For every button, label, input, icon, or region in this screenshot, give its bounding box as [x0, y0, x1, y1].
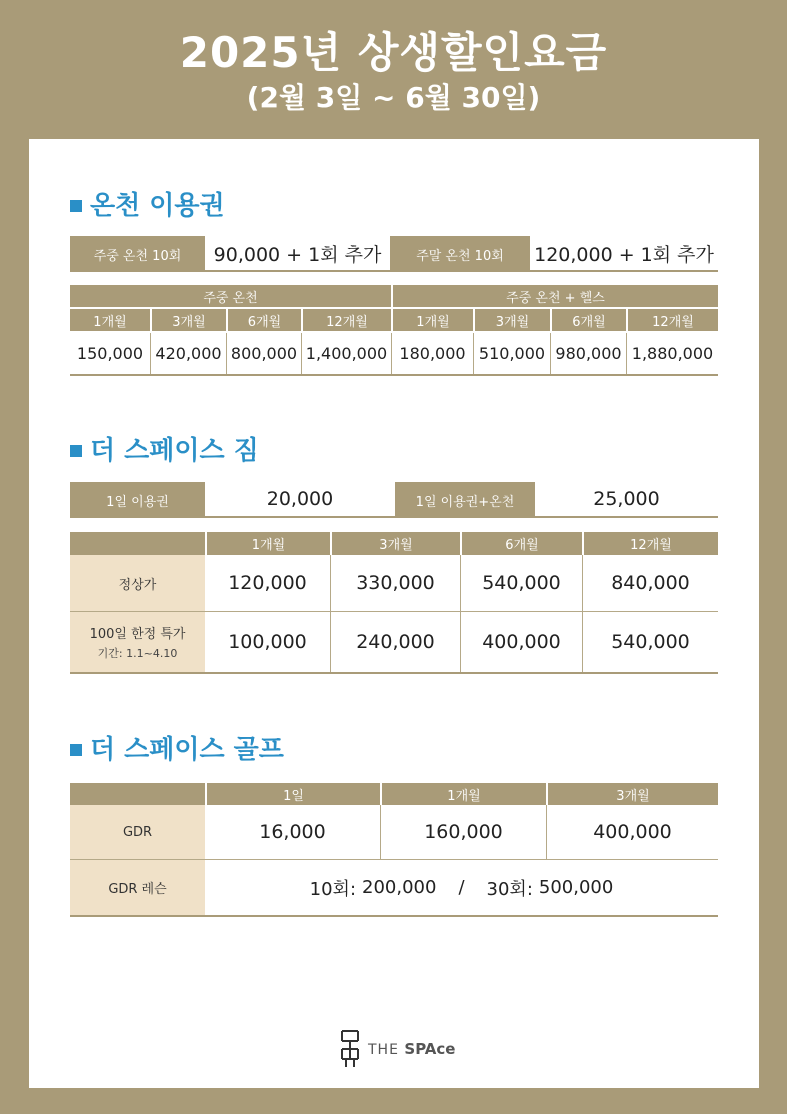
- weekday-ten-label: 주중 온천 10회: [70, 236, 205, 272]
- spa-price: 1,880,000: [626, 333, 718, 374]
- golf-lesson-row: [70, 859, 718, 917]
- golf-period: 1개월: [380, 783, 546, 805]
- lesson-10-label: 10회:: [309, 878, 357, 900]
- spa-price: 150,000: [76, 344, 144, 363]
- gym-special-period: 기간: 1.1~4.10: [97, 647, 178, 660]
- gym-special-price: 400,000: [460, 612, 582, 672]
- spa-price: 510,000: [473, 333, 550, 374]
- gym-regular-price: 540,000: [460, 555, 582, 611]
- gym-special-price: 240,000: [330, 612, 460, 672]
- page-subtitle: (2월 3일 ~ 6월 30일): [246, 81, 541, 114]
- spa-period: 12개월: [626, 309, 718, 331]
- gym-regular-price: 120,000: [228, 572, 307, 594]
- golf-section-title: 더 스페이스 골프: [70, 733, 284, 767]
- bullet-square-icon: [70, 200, 82, 212]
- brand-name: THE SPAce: [368, 1040, 456, 1058]
- spa-period: 3개월: [473, 309, 550, 331]
- gym-day-spa-label: 1일 이용권+온천: [395, 482, 535, 518]
- gym-regular-price: 840,000: [582, 555, 718, 611]
- gym-day-spa-value: 25,000: [535, 482, 718, 518]
- golf-gdr-label: GDR: [70, 805, 205, 859]
- weekend-ten-value: 120,000 + 1회 추가: [530, 236, 718, 272]
- golf-period-header-row: [70, 783, 718, 805]
- weekday-ten-value: 90,000 + 1회 추가: [205, 236, 390, 272]
- gym-period: 1개월: [205, 532, 330, 555]
- footer-logo: [340, 1029, 455, 1069]
- gym-regular-price: 330,000: [330, 555, 460, 611]
- bullet-square-icon: [70, 744, 82, 756]
- spa-section-title: 온천 이용권: [70, 189, 225, 223]
- bullet-square-icon: [70, 445, 82, 457]
- gym-special-label: 100일 한정 특가: [89, 627, 186, 642]
- spa-group-weekday-health: 주중 온천 + 헬스: [391, 285, 718, 307]
- spa-period: 1개월: [391, 309, 473, 331]
- spa-group-header-row: [70, 285, 718, 307]
- gym-day-label: 1일 이용권: [70, 482, 205, 518]
- gym-regular-label: 정상가: [70, 555, 205, 611]
- lesson-10-value: 200,000: [362, 877, 437, 898]
- golf-lesson-values: [205, 860, 718, 915]
- spa-period: 1개월: [70, 309, 150, 331]
- spa-price: 800,000: [226, 333, 301, 374]
- spa-ten-pass-row: [70, 236, 718, 272]
- gym-day-value: 20,000: [205, 482, 395, 518]
- spa-price: 180,000: [391, 333, 473, 374]
- lesson-separator: /: [458, 877, 465, 898]
- golf-period: 3개월: [546, 783, 718, 805]
- gym-period-header-row: [70, 532, 718, 555]
- lesson-30-label: 30회:: [486, 878, 533, 900]
- gym-day-pass-row: [70, 482, 718, 518]
- spa-period: 12개월: [301, 309, 391, 331]
- golf-gdr-price: 400,000: [546, 805, 718, 859]
- golf-gdr-row: [70, 805, 718, 859]
- gym-special-label-cell: [70, 612, 205, 672]
- spa-price: 1,400,000: [301, 333, 391, 374]
- spa-period: 6개월: [226, 309, 301, 331]
- golf-period: 1일: [205, 783, 380, 805]
- golf-gdr-price: 160,000: [380, 805, 546, 859]
- gym-period: 12개월: [582, 532, 718, 555]
- gym-section-title: 더 스페이스 짐: [70, 434, 259, 468]
- spa-price: 980,000: [550, 333, 626, 374]
- spa-group-weekday: 주중 온천: [70, 285, 391, 307]
- golf-gdr-price: 16,000: [259, 821, 326, 843]
- golf-header-blank: [70, 783, 205, 805]
- spa-price: 420,000: [150, 333, 226, 374]
- gym-period: 3개월: [330, 532, 460, 555]
- gym-special-row: [70, 611, 718, 674]
- gym-header-blank: [70, 532, 205, 555]
- spa-period-header-row: [70, 309, 718, 331]
- golf-lesson-label: GDR 레슨: [70, 860, 205, 915]
- gym-regular-row: [70, 555, 718, 611]
- spa-price-row: [70, 333, 718, 376]
- lesson-30-value: 500,000: [538, 877, 614, 898]
- brand-logo-icon: [340, 1029, 360, 1069]
- gym-special-price: 100,000: [228, 631, 307, 653]
- spa-period: 3개월: [150, 309, 226, 331]
- spa-period: 6개월: [550, 309, 626, 331]
- page-title: 2025년 상생할인요금: [179, 28, 608, 77]
- gym-special-price: 540,000: [582, 612, 718, 672]
- gym-period: 6개월: [460, 532, 582, 555]
- weekend-ten-label: 주말 온천 10회: [390, 236, 530, 272]
- price-card: [29, 139, 759, 1088]
